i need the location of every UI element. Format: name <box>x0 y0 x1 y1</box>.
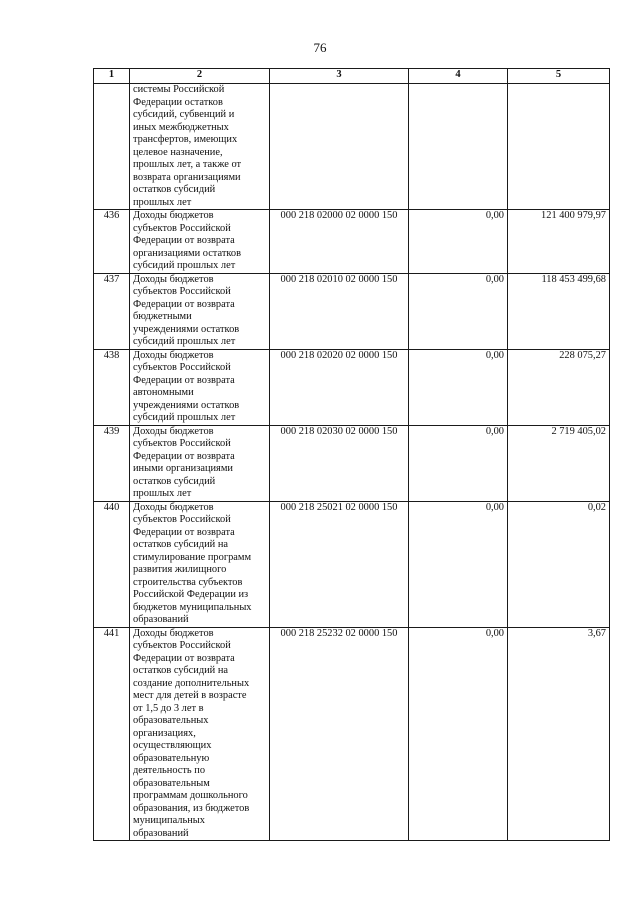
row-value-col4: 0,00 <box>409 210 508 274</box>
description-line: от 1,5 до 3 лет в <box>133 702 204 714</box>
description-line: развития жилищного <box>133 564 227 575</box>
row-number: 441 <box>94 627 130 841</box>
row-description <box>130 84 270 210</box>
row-value-col5: 0,02 <box>508 501 610 627</box>
description-line: мест для детей в возрасте <box>133 690 247 701</box>
description-line: образования, из бюджетов <box>133 802 250 814</box>
description-line: Доходы бюджетов <box>133 273 214 285</box>
description-line: Российской Федерации из <box>133 589 249 600</box>
row-number: 438 <box>94 349 130 425</box>
header-col-1: 1 <box>94 69 130 84</box>
description-line: прошлых лет, а также от <box>133 159 242 170</box>
row-description <box>130 501 270 627</box>
description-line: субсидий, субвенций и <box>133 109 235 120</box>
description-line: программам дошкольного <box>133 790 248 801</box>
row-number: 440 <box>94 501 130 627</box>
description-line: бюджетными <box>133 311 192 322</box>
row-value-col4: 0,00 <box>409 273 508 349</box>
description-line: остатков субсидий <box>133 184 216 195</box>
table-row <box>94 210 610 274</box>
description-line: субсидий прошлых лет <box>133 336 236 347</box>
row-description <box>130 425 270 501</box>
header-col-5: 5 <box>508 69 610 84</box>
description-line: Федерации от возврата <box>133 298 235 310</box>
header-col-3: 3 <box>270 69 409 84</box>
description-line: субъектов Российской <box>133 514 231 525</box>
row-code: 000 218 02010 02 0000 150 <box>270 273 409 349</box>
description-line: субъектов Российской <box>133 438 231 449</box>
description-line: остатков субсидий на <box>133 665 229 676</box>
row-description <box>130 210 270 274</box>
description-line: Федерации от возврата <box>133 652 235 664</box>
table-row <box>94 273 610 349</box>
row-code: 000 218 02000 02 0000 150 <box>270 210 409 274</box>
row-code: 000 218 02030 02 0000 150 <box>270 425 409 501</box>
description-line: иных межбюджетных <box>133 121 229 133</box>
description-line: образовательным <box>133 777 210 789</box>
table-row <box>94 501 610 627</box>
header-row <box>94 69 610 84</box>
row-value-col4 <box>409 84 508 210</box>
description-line: системы Российской <box>133 84 225 95</box>
row-code: 000 218 25232 02 0000 150 <box>270 627 409 841</box>
row-value-col5: 228 075,27 <box>508 349 610 425</box>
row-value-col5 <box>508 84 610 210</box>
description-line: муниципальных <box>133 815 205 826</box>
description-line: Федерации от возврата <box>133 235 235 246</box>
row-value-col5: 118 453 499,68 <box>508 273 610 349</box>
description-line: прошлых лет <box>133 488 192 499</box>
row-value-col4: 0,00 <box>409 349 508 425</box>
row-value-col4: 0,00 <box>409 425 508 501</box>
description-line: образовательных <box>133 715 209 726</box>
row-value-col4: 0,00 <box>409 501 508 627</box>
row-code <box>270 84 409 210</box>
table-row <box>94 627 610 841</box>
row-number: 437 <box>94 273 130 349</box>
description-line: Доходы бюджетов <box>133 501 214 513</box>
row-description <box>130 273 270 349</box>
description-line: образований <box>133 614 189 625</box>
description-line: Федерации от возврата <box>133 526 235 538</box>
header-col-4: 4 <box>409 69 508 84</box>
description-line: деятельность по <box>133 765 206 776</box>
description-line: Доходы бюджетов <box>133 349 214 361</box>
description-line: Федерации от возврата <box>133 374 235 386</box>
description-line: образовательную <box>133 752 210 764</box>
description-line: создание дополнительных <box>133 677 250 689</box>
page-number: 76 <box>313 40 327 55</box>
description-line: возврата организациями <box>133 171 241 183</box>
description-line: учреждениями остатков <box>133 323 240 335</box>
description-line: стимулирование программ <box>133 551 252 563</box>
row-code: 000 218 25021 02 0000 150 <box>270 501 409 627</box>
description-line: субъектов Российской <box>133 362 231 373</box>
description-line: образований <box>133 827 189 839</box>
description-line: субсидий прошлых лет <box>133 260 236 271</box>
row-number: 436 <box>94 210 130 274</box>
description-line: Доходы бюджетов <box>133 627 214 639</box>
description-line: строительства субъектов <box>133 576 243 588</box>
description-line: автономными <box>133 387 194 398</box>
row-description <box>130 349 270 425</box>
row-value-col5: 3,67 <box>508 627 610 841</box>
table-row <box>94 349 610 425</box>
row-code: 000 218 02020 02 0000 150 <box>270 349 409 425</box>
header-col-2: 2 <box>130 69 270 84</box>
description-line: Федерации остатков <box>133 96 223 108</box>
row-value-col5: 121 400 979,97 <box>508 210 610 274</box>
table-row <box>94 84 610 210</box>
description-line: остатков субсидий <box>133 475 216 487</box>
description-line: субъектов Российской <box>133 286 231 297</box>
description-line: субъектов Российской <box>133 640 231 651</box>
row-description <box>130 627 270 841</box>
row-number: 439 <box>94 425 130 501</box>
table-row <box>94 425 610 501</box>
description-line: прошлых лет <box>133 196 192 208</box>
row-value-col4: 0,00 <box>409 627 508 841</box>
description-line: остатков субсидий на <box>133 539 229 550</box>
description-line: трансфертов, имеющих <box>133 134 238 145</box>
description-line: целевое назначение, <box>133 146 223 158</box>
description-line: организациях, <box>133 727 196 739</box>
description-line: бюджетов муниципальных <box>133 601 252 613</box>
description-line: иными организациями <box>133 463 233 474</box>
description-line: Доходы бюджетов <box>133 210 214 221</box>
description-line: осуществляющих <box>133 740 212 751</box>
row-number <box>94 84 130 210</box>
description-line: Федерации от возврата <box>133 450 235 462</box>
budget-table <box>93 68 610 841</box>
description-line: организациями остатков <box>133 247 241 259</box>
description-line: субсидий прошлых лет <box>133 412 236 423</box>
row-value-col5: 2 719 405,02 <box>508 425 610 501</box>
description-line: Доходы бюджетов <box>133 425 214 437</box>
description-line: учреждениями остатков <box>133 399 240 411</box>
description-line: субъектов Российской <box>133 222 231 234</box>
